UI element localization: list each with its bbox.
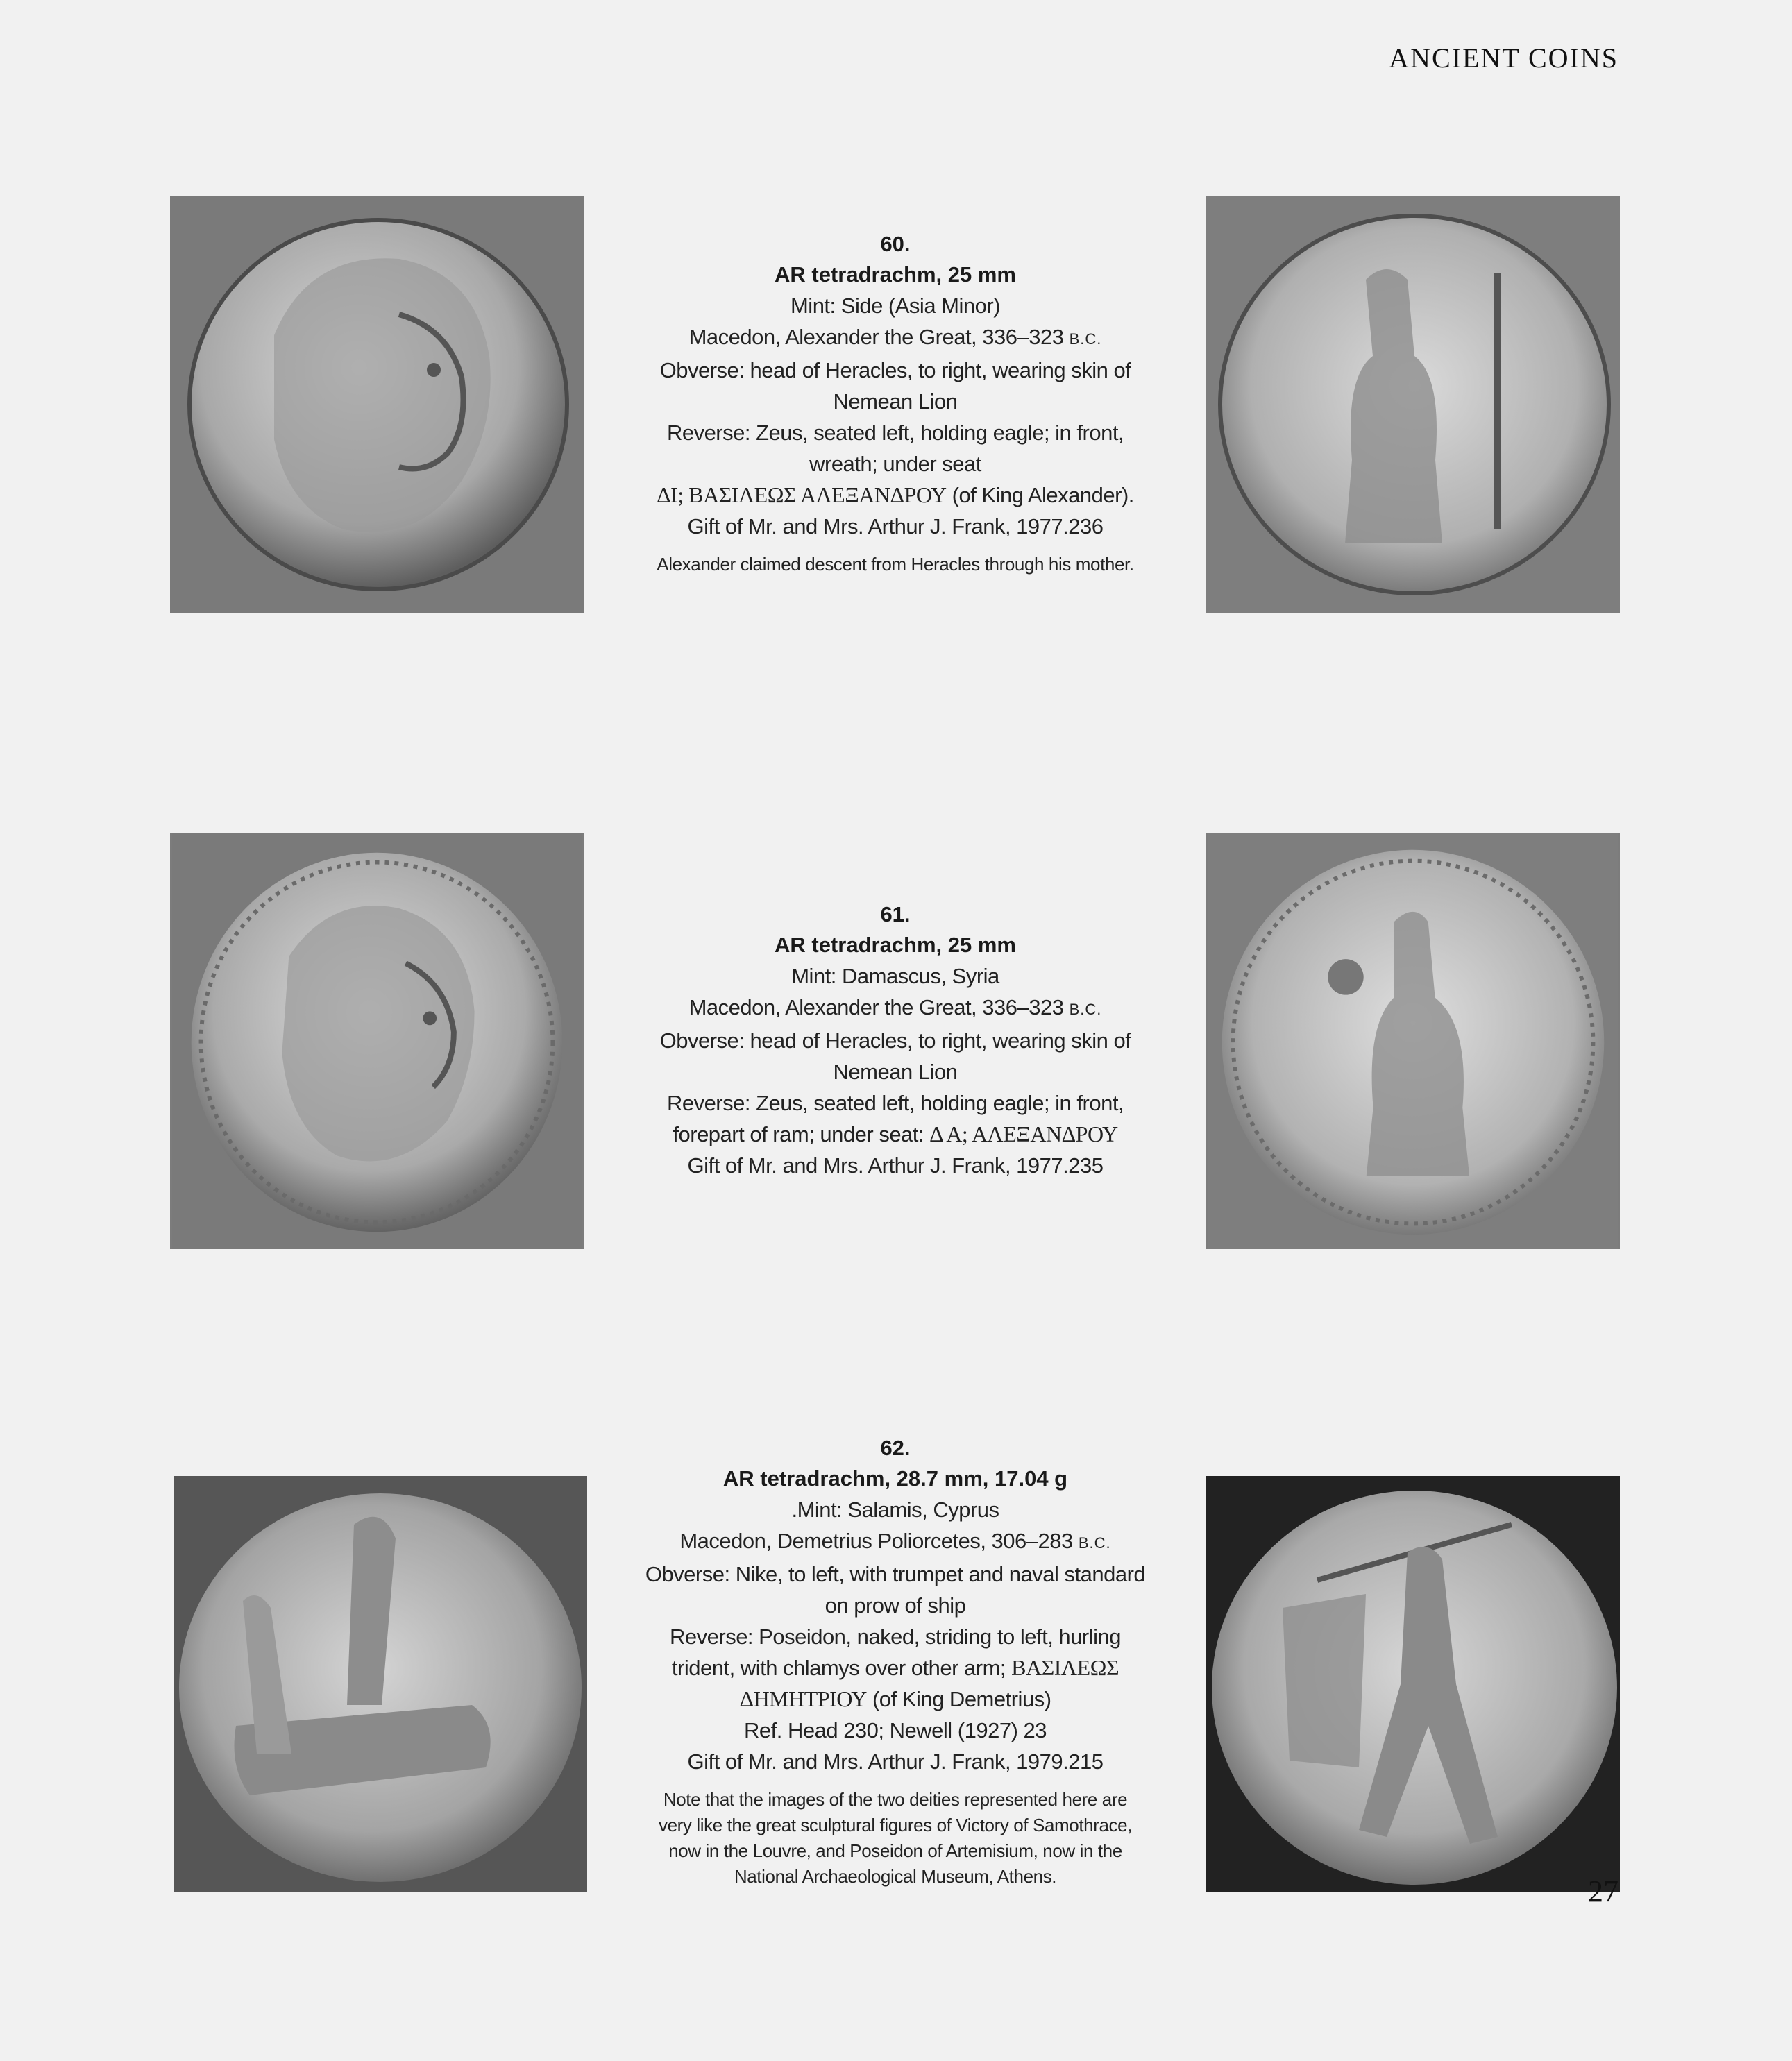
entry-mint: .Mint: Salamis, Cyprus [791, 1498, 999, 1522]
coin-60-obverse-image [170, 196, 584, 613]
entry-number: 60. [880, 232, 911, 256]
coin-61-obverse-photo [170, 833, 584, 1249]
entry-ruler: Macedon, Alexander the Great, 336–323 B.C. [688, 325, 1102, 349]
catalog-entry-62 [604, 1433, 1187, 1890]
coin-61-reverse-image [1206, 833, 1620, 1249]
entry-reverse: Reverse: Zeus, seated left, holding eagle; in front, [666, 421, 1124, 445]
entry-legend: ΔΙ; ΒΑΣΙΛΕΩΣ ΑΛΕΞΑΝΔΡΟΥ (of King Alexander). [657, 482, 1134, 507]
entry-legend: ΔΗΜΗΤΡΙΟΥ (of King Demetrius) [739, 1686, 1051, 1711]
entry-note-line: very like the great sculptural figures of Victory of Samothrace, [658, 1815, 1133, 1835]
entry-ruler: Macedon, Demetrius Poliorcetes, 306–283 B.C. [679, 1529, 1111, 1553]
coin-61-obverse-image [170, 833, 584, 1249]
entry-reverse: Reverse: Poseidon, naked, striding to left, hurling [670, 1625, 1121, 1649]
coin-62-reverse-photo [1206, 1476, 1620, 1892]
entry-note-line: Note that the images of the two deities represented here are [663, 1789, 1128, 1810]
coin-60-reverse-image [1206, 196, 1620, 613]
entry-number: 62. [880, 1436, 911, 1460]
entry-obverse: Obverse: Nike, to left, with trumpet and naval standard [645, 1562, 1146, 1586]
entry-note-line: National Archaeological Museum, Athens. [734, 1866, 1057, 1887]
entry-note: Alexander claimed descent from Heracles through his mother. [657, 554, 1134, 575]
entry-obverse: Obverse: head of Heracles, to right, wearing skin of [659, 1028, 1131, 1053]
entry-obverse-cont: Nemean Lion [833, 389, 958, 414]
coin-61-reverse-photo [1206, 833, 1620, 1249]
coin-60-reverse-photo [1206, 196, 1620, 613]
entry-gift: Gift of Mr. and Mrs. Arthur J. Frank, 1977.235 [687, 1153, 1104, 1178]
entry-reverse: Reverse: Zeus, seated left, holding eagle; in front, [666, 1091, 1124, 1115]
entry-reference: Ref. Head 230; Newell (1927) 23 [744, 1718, 1047, 1742]
catalog-entry-60 [604, 229, 1187, 577]
entry-title: AR tetradrachm, 25 mm [774, 262, 1016, 287]
entry-reverse-cont: forepart of ram; under seat: Δ Α; ΑΛΕΞΑΝΔΡΟΥ [673, 1121, 1118, 1146]
entry-note [604, 1787, 1187, 1890]
entry-number: 61. [880, 902, 911, 926]
entry-title: AR tetradrachm, 28.7 mm, 17.04 g [722, 1466, 1068, 1491]
entry-reverse-cont: wreath; under seat [809, 452, 981, 476]
catalog-entry-61 [604, 899, 1187, 1181]
entry-reverse-cont: trident, with chlamys over other arm; ΒΑΣΙΛΕΩΣ [671, 1655, 1119, 1680]
coin-62-obverse-photo [174, 1476, 587, 1892]
coin-62-obverse-image [174, 1476, 587, 1892]
coin-62-reverse-image [1206, 1476, 1620, 1892]
entry-obverse-cont: Nemean Lion [833, 1060, 958, 1084]
entry-gift: Gift of Mr. and Mrs. Arthur J. Frank, 1977.236 [687, 514, 1104, 538]
entry-obverse: Obverse: head of Heracles, to right, wearing skin of [659, 358, 1131, 382]
page-number: 27 [1588, 1874, 1618, 1908]
entry-mint: Mint: Side (Asia Minor) [790, 294, 1001, 318]
entry-gift: Gift of Mr. and Mrs. Arthur J. Frank, 1979.215 [687, 1749, 1104, 1774]
entry-ruler: Macedon, Alexander the Great, 336–323 B.C. [688, 995, 1102, 1019]
entry-title: AR tetradrachm, 25 mm [774, 933, 1016, 957]
running-head: ANCIENT COINS [1389, 42, 1618, 74]
coin-60-obverse-photo [170, 196, 584, 613]
entry-mint: Mint: Damascus, Syria [791, 964, 999, 988]
entry-note-line: now in the Louvre, and Poseidon of Artemisium, now in the [668, 1840, 1122, 1861]
entry-obverse-cont: on prow of ship [825, 1593, 966, 1618]
